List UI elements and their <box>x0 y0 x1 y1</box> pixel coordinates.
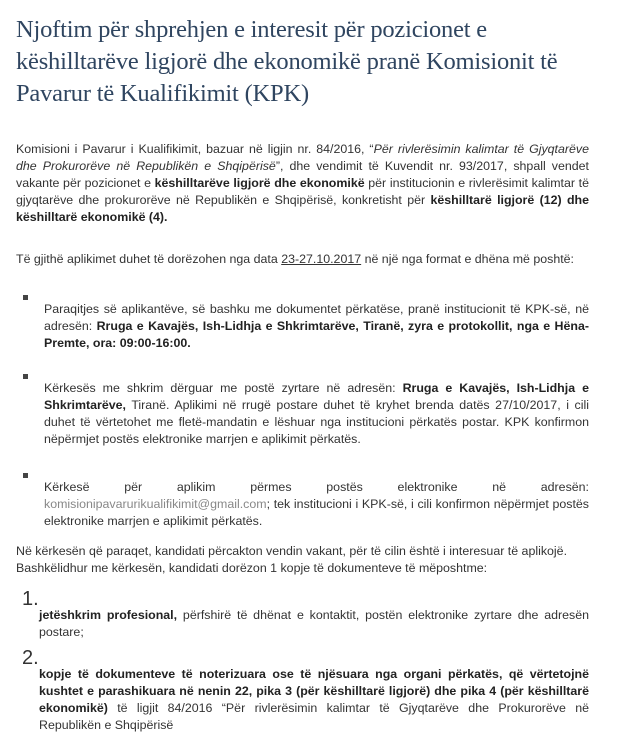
intro-text: për institucionin e rivlerësimit kalimtar të gjyqtarëve dhe prokurorëve në Republikën e Shqipërisë, konkretisht për <box>16 176 589 207</box>
requirements-text: Bashkëlidhur me kërkesën, kandidati dorëzon 1 kopje të dokumenteve të mëposhtme: <box>16 561 488 575</box>
announcement <box>16 14 590 733</box>
document-text: të ligjit 84/2016 “Për rivlerësimin kalimtar të Gjyqtarëve dhe Prokurorëve në Republikën e Shqipërisë <box>39 701 589 733</box>
applications-paragraph <box>16 251 589 268</box>
address-emphasis: Rruga e Kavajës, Ish-Lidhja e Shkrimtarëve, <box>44 381 589 413</box>
document-text: përfshirë të dhënat e kontaktit, postën elektronike zyrtare dhe adresën postare; <box>39 608 589 640</box>
requirements-text: Në kërkesën që paraqet, kandidati përcakton vendin vakant, për të cilin është i interesuar të aplikojë. <box>16 544 568 558</box>
list-item <box>16 588 589 654</box>
positions-emphasis: këshilltarëve ligjorë dhe ekonomikë <box>154 176 365 190</box>
bullet-text: Kërkesë për aplikim përmes postës elektronike në adresën: <box>44 480 589 495</box>
address-emphasis: Rruga e Kavajës, Ish-Lidhja e Shkrimtarëve, Tiranë, zyra e protokollit, nga e Hëna-Premte, ora: 09:00-16:00. <box>44 319 589 351</box>
document-emphasis: kopje të dokumenteve të noterizuara ose të njësuara nga organi përkatës, që vërtetojnë kushtet e parashikuara në nenin 22, pika 3 (për këshilltarë ligjorë) dhe pika 4 (për këshilltarë ekonomikë) <box>39 667 589 716</box>
email-link[interactable]: komisionipavarurikualifikimit@gmail.com <box>44 497 267 512</box>
list-item <box>16 289 589 365</box>
list-number: 2. <box>22 647 39 669</box>
positions-count: këshilltarë ligjorë (12) dhe këshilltarë ekonomikë (4). <box>16 193 589 224</box>
document-emphasis: jetëshkrim profesional, <box>39 608 178 623</box>
document-cv <box>39 607 589 641</box>
bullet-text: Tiranë. Aplikimi në rrugë postare duhet të kryhet brenda datës 27/10/2017, i cili duhet të vërtetohet me fletë-mandatin e lëshuar nga institucioni përkatës postar. KPK konfirmon nëpërmjet postës elektronike marrjen e aplikimit përkatës. <box>44 398 589 447</box>
list-item <box>16 368 589 461</box>
bullet-icon <box>23 374 28 379</box>
applications-text: në një nga format e dhëna më poshtë: <box>361 252 574 266</box>
submission-by-email <box>44 479 589 530</box>
bullet-text: Paraqitjes së aplikantëve, së bashku me dokumentet përkatëse, pranë institucionit të KPK-së, në adresën: <box>44 302 589 334</box>
application-dates-link[interactable]: 23-27.10.2017 <box>281 252 362 266</box>
document-copies <box>39 666 589 734</box>
page-title: Njoftim për shprehjen e interesit për pozicionet e këshilltarëve ligjorë dhe ekonomikë pranë Komisionit të Pavarur të Kualifikimit (KPK) <box>16 16 558 107</box>
requirements-paragraph <box>16 543 589 577</box>
intro-text: Komisioni i Pavarur i Kualifikimit, bazuar në ligjin nr. 84/2016, “ <box>16 142 374 156</box>
applications-text: Të gjithë aplikimet duhet të dorëzohen nga data <box>16 252 282 266</box>
list-item <box>16 647 589 747</box>
bullet-text: ; tek institucioni i KPK-së, i cili konfirmon nëpërmjet postës elektronike marrjen e aplikimit përkatës. <box>44 497 589 529</box>
bullet-icon <box>23 295 28 300</box>
submission-by-post <box>44 380 589 448</box>
bullet-text: Kërkesës me shkrim dërguar me postë zyrtare në adresën: <box>44 381 403 396</box>
intro-text: ”, dhe vendimit të Kuvendit nr. 93/2017, shpall vendet vakante për pozicionet e <box>16 159 590 190</box>
law-title: Për rivlerësimin kalimtar të Gjyqtarëve dhe Prokurorëve në Republikën e Shqipërisë <box>16 142 589 173</box>
bullet-icon <box>23 473 28 478</box>
list-item <box>16 467 589 543</box>
intro-paragraph <box>16 141 589 226</box>
list-number: 1. <box>22 588 39 610</box>
submission-in-person <box>44 301 589 352</box>
